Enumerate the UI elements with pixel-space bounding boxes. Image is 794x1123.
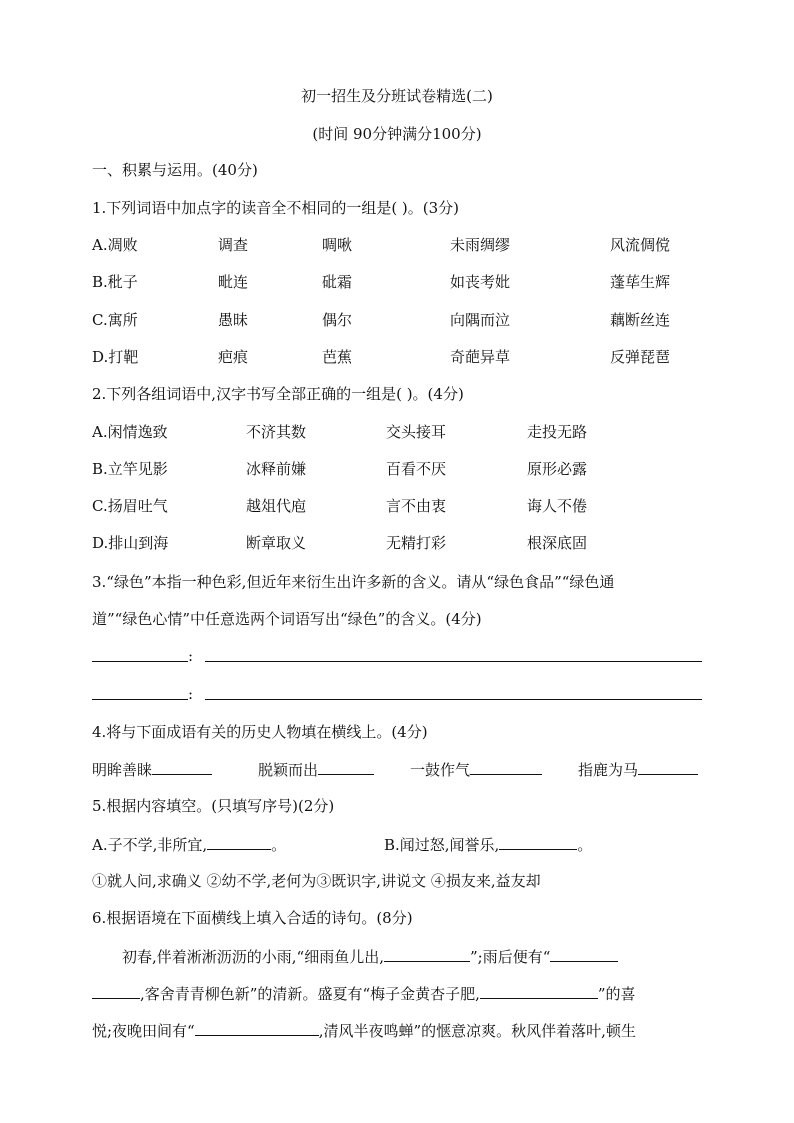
answer-blank[interactable] (195, 1020, 319, 1036)
page-subtitle: (时间 90分钟满分100分) (312, 125, 482, 143)
option-cell: 无精打彩 (386, 534, 447, 552)
idiom-text: 指鹿为马 (578, 761, 639, 779)
question-3-line-1: 3.“绿色”本指一种色彩,但近年来衍生出许多新的含义。请从“绿色食品”“绿色通 (92, 573, 615, 591)
idiom-text: 一鼓作气 (410, 761, 471, 779)
option-cell: 言不由衷 (386, 497, 447, 515)
text: 悦;夜晚田间有“ (92, 1022, 195, 1040)
question-2-stem: 2.下列各组词语中,汉字书写全部正确的一组是( )。(4分) (92, 385, 464, 403)
question-6-line-2 (92, 983, 636, 1004)
answer-blank[interactable] (638, 759, 698, 775)
option-cell: D.排山到海 (92, 534, 169, 552)
answer-blank-term-2[interactable] (92, 699, 188, 700)
page-title: 初一招生及分班试卷精选(二) (301, 87, 493, 105)
option-cell: 根深底固 (527, 534, 588, 552)
option-cell: 反弹琵琶 (610, 348, 671, 366)
option-cell: 偶尔 (322, 311, 353, 329)
answer-blank[interactable] (152, 759, 212, 775)
option-cell: 蓬荜生辉 (610, 273, 671, 291)
answer-blank[interactable] (207, 834, 271, 850)
idiom-text: 脱颖而出 (258, 761, 319, 779)
option-cell: 诲人不倦 (527, 497, 588, 515)
question-3-line-2: 道”“绿色心情”中任意选两个词语写出“绿色”的含义。(4分) (92, 610, 482, 628)
option-cell: 芭蕉 (322, 348, 353, 366)
answer-blank[interactable] (499, 834, 577, 850)
option-cell: 调查 (218, 236, 249, 254)
option-cell: 疤痕 (218, 348, 249, 366)
question-4-stem: 4.将与下面成语有关的历史人物填在横线上。(4分) (92, 723, 428, 741)
question-6-stem: 6.根据语境在下面横线上填入合适的诗句。(8分) (92, 909, 413, 927)
option-cell: D.打靶 (92, 348, 139, 366)
option-cell: 未雨绸缪 (450, 236, 511, 254)
text: ”;雨后便有“ (469, 948, 551, 966)
text: ,清风半夜鸣蝉”的惬意凉爽。秋风伴着落叶,顿生 (318, 1022, 636, 1040)
option-cell: 如丧考妣 (450, 273, 511, 291)
section-heading: 一、积累与运用。(40分) (92, 161, 258, 179)
idiom-text: 明眸善睐 (92, 761, 153, 779)
option-cell: 向隅而泣 (450, 311, 511, 329)
sentence-b: B.闻过怒,闻誉乐, (384, 836, 500, 854)
option-cell: 交头接耳 (386, 423, 447, 441)
question-1-stem: 1.下列词语中加点字的读音全不相同的一组是( )。(3分) (92, 199, 460, 217)
question-5-a (92, 834, 286, 855)
answer-colon: : (188, 647, 194, 665)
option-cell: 冰释前嫌 (246, 460, 307, 478)
idiom-item (92, 759, 212, 780)
answer-blank-meaning-1[interactable] (205, 661, 702, 662)
answer-blank[interactable] (480, 983, 598, 999)
answer-blank[interactable] (92, 983, 140, 999)
option-cell: B.立竿见影 (92, 460, 168, 478)
answer-blank-meaning-2[interactable] (205, 699, 702, 700)
text: 初春,伴着淅淅沥沥的小雨,“细雨鱼儿出, (122, 948, 384, 966)
option-cell: 不济其数 (246, 423, 307, 441)
answer-colon: : (188, 685, 194, 703)
question-6-line-1 (122, 946, 618, 967)
text: ”的喜 (597, 985, 636, 1003)
question-5-options: ①就人问,求确义 ②幼不学,老何为③既识字,讲说文 ④损友来,益友却 (92, 872, 541, 890)
answer-blank[interactable] (384, 946, 470, 962)
question-5-stem: 5.根据内容填空。(只填写序号)(2分) (92, 797, 335, 815)
answer-blank-term-1[interactable] (92, 661, 188, 662)
option-cell: 走投无路 (527, 423, 588, 441)
option-cell: A.闲情逸致 (92, 423, 168, 441)
option-cell: C.寓所 (92, 311, 138, 329)
option-cell: 毗连 (218, 273, 249, 291)
option-cell: A.凋败 (92, 236, 138, 254)
answer-blank[interactable] (318, 759, 374, 775)
text: ,客舍青青柳色新”的清新。盛夏有“梅子金黄杏子肥, (140, 985, 480, 1003)
option-cell: 藕断丝连 (610, 311, 671, 329)
option-cell: 原形必露 (527, 460, 588, 478)
question-6-line-3 (92, 1020, 636, 1041)
idiom-item (258, 759, 374, 780)
option-cell: 百看不厌 (386, 460, 447, 478)
option-cell: 啁啾 (322, 236, 353, 254)
option-cell: B.秕子 (92, 273, 138, 291)
option-cell: 砒霜 (322, 273, 353, 291)
period: 。 (271, 836, 287, 854)
idiom-item (410, 759, 542, 780)
option-cell: 越俎代庖 (246, 497, 307, 515)
question-5-b (384, 834, 592, 855)
period: 。 (577, 836, 593, 854)
option-cell: 愚昧 (218, 311, 249, 329)
option-cell: 奇葩异草 (450, 348, 511, 366)
answer-blank[interactable] (550, 946, 618, 962)
answer-blank[interactable] (470, 759, 542, 775)
idiom-item (578, 759, 698, 780)
option-cell: C.扬眉吐气 (92, 497, 168, 515)
option-cell: 断章取义 (246, 534, 307, 552)
option-cell: 风流倜傥 (610, 236, 671, 254)
sentence-a: A.子不学,非所宜, (92, 836, 208, 854)
